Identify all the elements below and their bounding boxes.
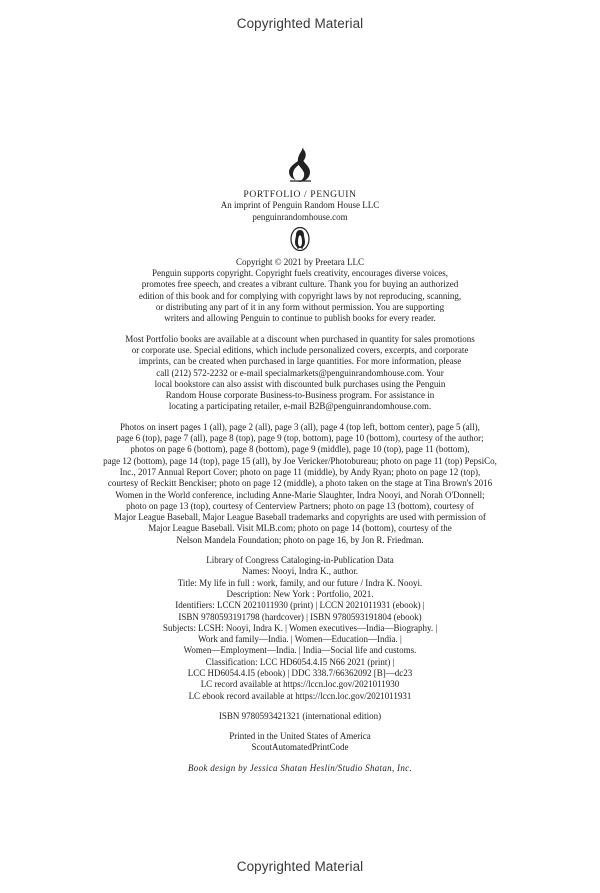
copyright-line: Copyright © 2021 by Preetara LLC [235, 256, 365, 267]
cip-line: Work and family—India. | Women—Education—India. | [198, 634, 402, 645]
photo-credit-line: page 6 (top), page 7 (all), page 8 (top), page 9 (top, bottom), page 10 (bottom), courtesy of the author; [116, 433, 484, 444]
copyright-line: or distributing any part of it in any form without permission. You are supporting [155, 302, 445, 313]
copyright-line: Penguin supports copyright. Copyright fuels creativity, encourages diverse voices, [151, 268, 449, 279]
imprint-details [60, 200, 540, 223]
copyright-watermark-top: Copyrighted Material [236, 16, 364, 31]
printed-line: Printed in the United States of America [229, 731, 371, 742]
copyright-notice [60, 257, 540, 325]
portfolio-swan-logo-icon [280, 145, 320, 185]
photo-credit-line: Inc., 2017 Annual Report Cover; photo on page 11 (middle), by Andy Ryan; photo on page 12 (top), [119, 466, 481, 477]
cip-line: LCC HD6054.4.I5 (ebook) | DDC 338.7/66362092 [B]—dc23 [187, 667, 413, 678]
special-sales-notice [60, 334, 540, 413]
cip-line: Women—Employment—India. | India—Social life and customs. [183, 645, 417, 656]
imprint-line: An imprint of Penguin Random House LLC [220, 200, 380, 211]
sales-line: local bookstore can also assist with discounted bulk purchases using the Penguin [154, 378, 446, 389]
photo-credit-line: Nelson Mandela Foundation; photo on page 16, by Jon R. Friedman. [176, 534, 424, 545]
cip-data [60, 555, 540, 702]
imprint-website: penguinrandomhouse.com [252, 211, 348, 222]
cip-line: Classification: LCC HD6054.4.I5 N66 2021 (print) | [205, 656, 395, 667]
photo-credit-line: Women in the World conference, including Anne-Marie Slaughter, Indra Nooyi, and Norah O'Donnell; [115, 489, 485, 500]
sales-line: locating a participating retailer, e-mail B2B@penguinrandomhouse.com. [168, 401, 432, 412]
cip-line: Names: Nooyi, Indra K., author. [242, 566, 358, 577]
copyright-page [60, 145, 540, 774]
cip-line: LC ebook record available at https://lccn.loc.gov/2021011931 [188, 690, 412, 701]
cip-line: Identifiers: LCCN 2021011930 (print) | LCCN 2021011931 (ebook) | [175, 600, 425, 611]
printing-info [60, 731, 540, 754]
isbn-international: ISBN 9780593421321 (international edition) [218, 710, 382, 721]
copyright-watermark-bottom: Copyrighted Material [236, 859, 364, 874]
sales-line: Random House corporate Business-to-Business program. For assistance in [165, 390, 435, 401]
print-code: ScoutAutomatedPrintCode [251, 742, 349, 753]
photo-credits [60, 422, 540, 546]
copyright-line: promotes free speech, and creates a vibrant culture. Thank you for buying an authorized [141, 279, 459, 290]
cip-line: Subjects: LCSH: Nooyi, Indra K. | Women executives—India—Biography. | [162, 622, 438, 633]
sales-line: call (212) 572-2232 or e-mail specialmarkets@penguinrandomhouse.com. Your [156, 367, 444, 378]
sales-line: imprints, can be created when purchased in large quantities. For more information, please [138, 356, 462, 367]
photo-credit-line: courtesy of Reckitt Benckiser; photo on page 12 (middle), a photo taken on the stage at Tina Brown's 2016 [107, 478, 493, 489]
imprint-name: PORTFOLIO / PENGUIN [243, 189, 357, 200]
photo-credit-line: page 12 (bottom), page 14 (top), page 15 (all), by Joe Vericker/Photobureau; photo on page 11 (top) PepsiCo, [103, 455, 497, 466]
cip-line: ISBN 9780593191798 (hardcover) | ISBN 9780593191804 (ebook) [178, 611, 422, 622]
copyright-line: edition of this book and for complying with copyright laws by not reproducing, scanning, [138, 290, 462, 301]
cip-line: LC record available at https://lccn.loc.gov/2021011930 [200, 679, 400, 690]
photo-credit-line: Major League Baseball. Visit MLB.com; photo on page 14 (bottom), courtesy of the [148, 523, 452, 534]
penguin-logo-icon [290, 227, 310, 251]
cip-line: Title: My life in full : work, family, and our future / Indra K. Nooyi. [177, 577, 423, 588]
cip-line: Library of Congress Cataloging-in-Publication Data [206, 555, 394, 566]
sales-line: Most Portfolio books are available at a discount when purchased in quantity for sales promotions [125, 333, 475, 344]
photo-credit-line: Major League Baseball, Major League Baseball trademarks and copyrights are used with permission of [114, 512, 486, 523]
book-design-credit: Book design by Jessica Shatan Heslin/Studio Shatan, Inc. [187, 762, 412, 773]
cip-line: Description: New York : Portfolio, 2021. [226, 588, 374, 599]
photo-credit-line: Photos on insert pages 1 (all), page 2 (all), page 3 (all), page 4 (top left, bottom center), page 5 (all), [120, 421, 480, 432]
photo-credit-line: photos on page 6 (bottom), page 8 (bottom), page 9 (middle), page 10 (top), page 11 (bottom), [130, 444, 470, 455]
copyright-line: writers and allowing Penguin to continue to publish books for every reader. [164, 313, 436, 324]
sales-line: or corporate use. Special editions, which include personalized covers, excerpts, and corporate [131, 344, 469, 355]
photo-credit-line: photo on page 13 (top), courtesy of Centerview Partners; photo on page 13 (bottom), courtesy of [126, 500, 474, 511]
